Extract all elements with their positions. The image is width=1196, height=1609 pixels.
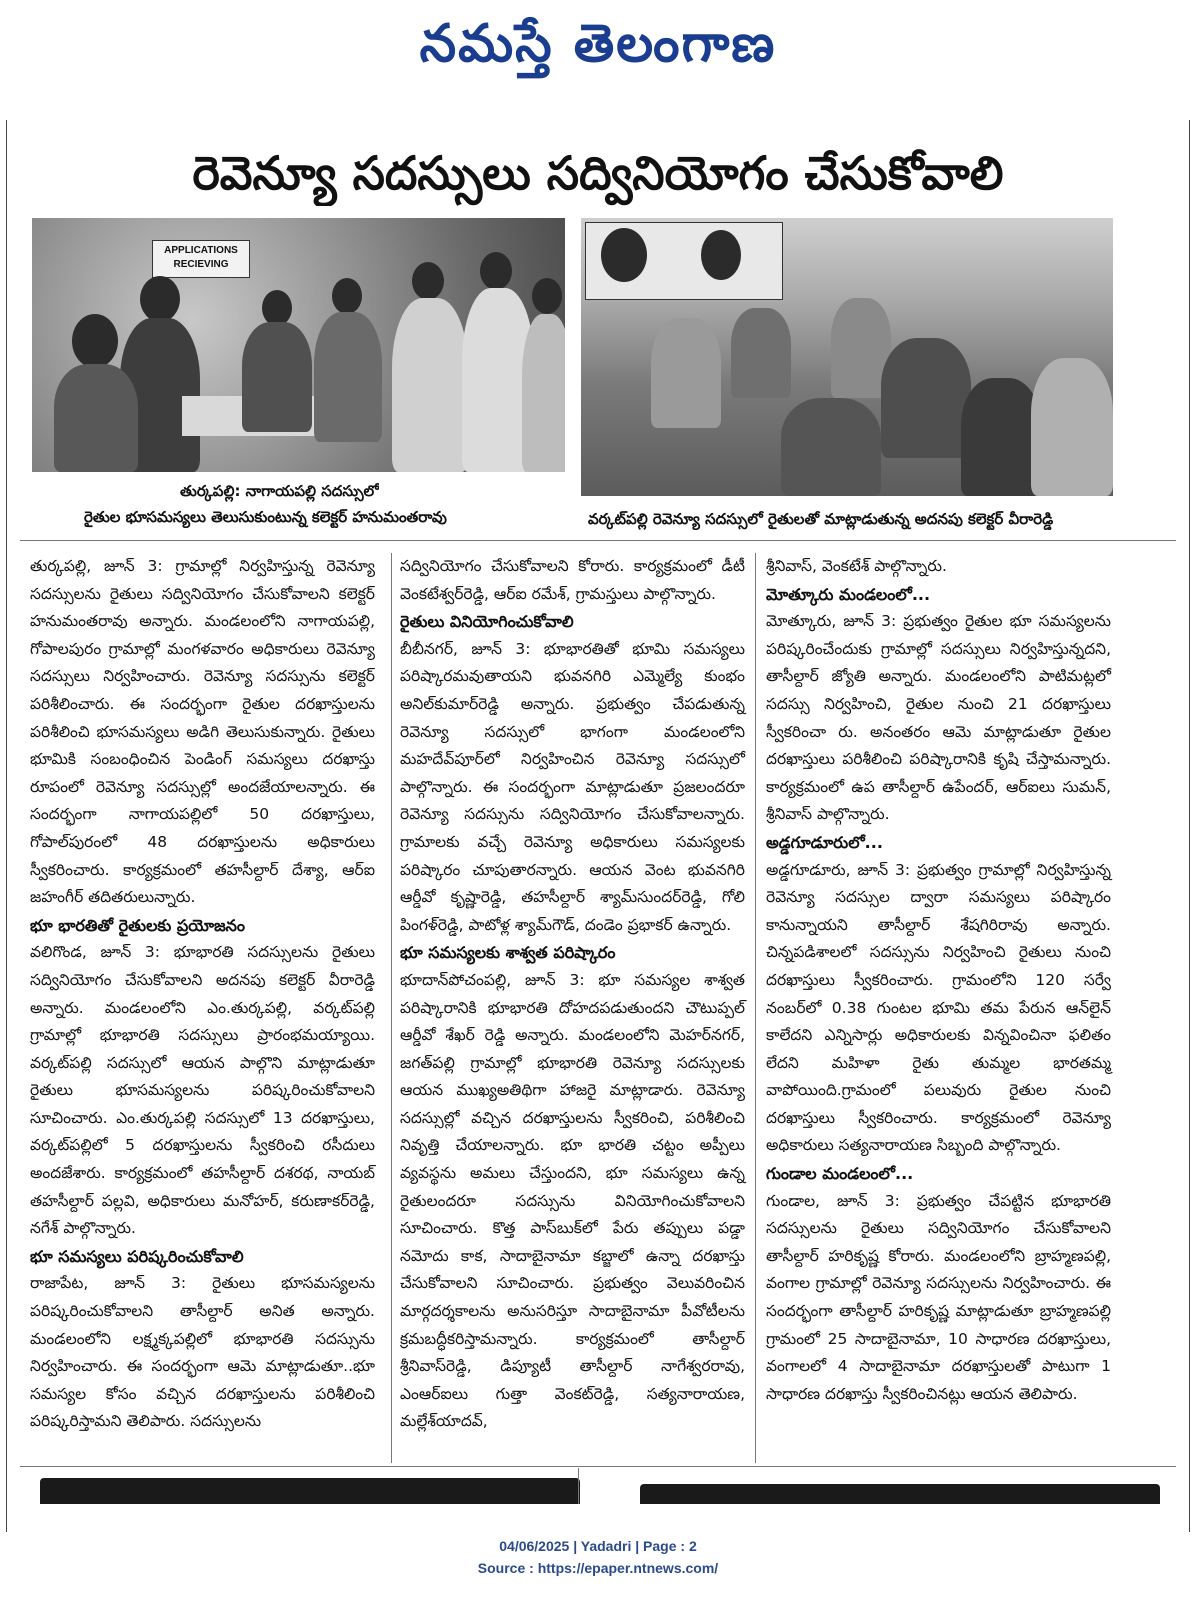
subheading: మోత్కూరు మండలంలో...: [766, 584, 931, 604]
paragraph: శ్రీనివాస్, వెంకటేశ్ పాల్గొన్నారు.: [766, 557, 947, 575]
person-figure: [54, 364, 138, 472]
masthead-title: నమస్తే తెలంగాణ: [419, 14, 777, 74]
paragraph: బీబీనగర్, జూన్ 3: భూభారతితో భూమి సమస్యలు పరిష్కారమవుతాయని భువనగిరి ఎమ్మెల్యే కుంభం అనిల్‌కుమార్‌రెడ్డి అన్నారు. ప్రభుత్వం చేపడుతున్న రెవెన్యూ సదస్సులో భాగంగా మండలంలోని మహదేవ్‌పూర్‌లో నిర్వహించిన రెవెన్యూ సదస్సులో పాల్గొన్నారు. ఈ సందర్భంగా మాట్లాడుతూ ప్రజలందరూ రెవెన్యూ సదస్సును సద్వినియోగం చేసుకోవాలన్నారు. గ్రామాలకు వచ్చే రెవెన్యూ అధికారులు సమస్యలకు పరిష్కారం చూపుతారన్నారు. ఆయన వెంట భువనగిరి ఆర్డీవో కృష్ణారెడ్డి, తహసీల్దార్ శ్యామ్‌సుందర్‌రెడ్డి, గోలి పింగళ్‌రెడ్డి, పాటోళ్ల శ్యామ్‌గౌడ్, దండెం ప్రభాకర్ ఉన్నారు.: [400, 639, 745, 934]
left-caption-line1: తుర్కపల్లి: నాగాయపల్లి సదస్సులో: [180, 482, 379, 500]
bottom-divider: [20, 1466, 1176, 1467]
headline: రెవెన్యూ సదస్సులు సద్వినియోగం చేసుకోవాలి: [192, 146, 1004, 200]
paragraph: తుర్కపల్లి, జూన్ 3: గ్రామాల్లో నిర్వహిస్తున్న రెవెన్యూ సదస్సులను రైతులు సద్వినియోగం చేసుకోవాలని కలెక్టర్ హనుమంతరావు అన్నారు. మండలంలోని నాగాయపల్లి, గోపాలపురం గ్రామాల్లో మంగళవారం అధికారులు రెవెన్యూ సదస్సులు నిర్వహించారు. రెవెన్యూ సదస్సును కలెక్టర్ పరిశీలించారు. ఈ సందర్భంగా రైతుల దరఖాస్తులను పరిశీలించి భూసమస్యలు అడిగి తెలుసుకున్నారు. రైతులు భూమికి సంబంధించిన పెండింగ్ సమస్యలు దరఖాస్తు రూపంలో రెవెన్యూ సదస్సుల్లో అందజేయాలన్నారు. ఈ సందర్భంగా నాగాయపల్లిలో 50 దరఖాస్తులు, గోపాల్‌పురంలో 48 దరఖాస్తులను అధికారులు స్వీకరించారు. కార్యక్రమంలో తహసీల్దార్ దేశ్యా, ఆర్ఐ జహంగీర్ తదితరులున్నారు.: [30, 557, 375, 907]
person-figure: [781, 398, 881, 496]
cutoff-next-headline: [30, 1470, 1170, 1504]
left-photo: [32, 218, 565, 472]
cutoff-glyphs: [40, 1478, 580, 1504]
person-figure: [242, 322, 312, 432]
column-divider: [391, 553, 392, 1463]
person-figure: [961, 378, 1041, 496]
paragraph: మోత్కూరు, జూన్ 3: ప్రభుత్వం రైతుల భూ సమస్యలను పరిష్కరించేందుకు గ్రామాల్లో సదస్సులు నిర్వహిస్తున్నదని, తాసీల్దార్ జ్యోతి అన్నారు. మండలంలోని పాటిమట్లలో సదస్సు నిర్వహించి, రైతుల నుంచి 21 దరఖాస్తులు స్వీకరించా రు. అనంతరం ఆమె మాట్లాడుతూ రైతుల దరఖాస్తులు పరిశీలించి పరిష్కారానికి కృషి చేస్తామన్నారు. కార్యక్రమంలో ఉప తాసీల్దార్ ఉపేందర్, ఆర్ఐలు సుమన్, శ్రీనివాస్ పాల్గొన్నారు.: [766, 612, 1111, 824]
subheading: గుండాల మండలంలో...: [766, 1164, 914, 1184]
subheading: భూ సమస్యలకు శాశ్వత పరిష్కారం: [400, 943, 616, 963]
paragraph: వలిగొండ, జూన్ 3: భూభారతి సదస్సులను రైతులు సద్వినియోగం చేసుకోవాలని అదనపు కలెక్టర్ వీరారెడ్డి అన్నారు. మండలంలోని ఎం.తుర్కపల్లి, వర్కట్‌పల్లి గ్రామాల్లో భూభారతి సదస్సులు ప్రారంభమయ్యాయి. వర్కట్‌పల్లి సదస్సులో ఆయన పాల్గొని మాట్లాడుతూ రైతులు భూసమస్యలను పరిష్కరించుకోవాలని సూచించారు. ఎం.తుర్కపల్లి సదస్సులో 13 దరఖాస్తులు, వర్కట్‌పల్లిలో 5 దరఖాస్తులను స్వీకరించి రసీదులు అందజేశారు. కార్యక్రమంలో తహసీల్దార్ దశరథ, నాయబ్ తహసీల్దార్ పల్లవి, అధికారులు మనోహర్, కరుణాకర్‌రెడ్డి, నగేశ్ పాల్గొన్నారు.: [30, 943, 375, 1238]
person-head: [701, 230, 741, 280]
subheading: రైతులు వినియోగించుకోవాలి: [400, 612, 574, 632]
person-figure: [651, 318, 721, 428]
strip-divider: [578, 1468, 579, 1504]
column-divider: [755, 553, 756, 1463]
person-head: [532, 278, 562, 314]
person-figure: [522, 314, 565, 472]
subheading: అడ్డగూడూరులో...: [766, 832, 883, 852]
person-head: [601, 228, 647, 282]
person-head: [72, 314, 118, 368]
person-figure: [731, 308, 791, 398]
paragraph: భూదాన్‌పోచంపల్లి, జూన్ 3: భూ సమస్యల శాశ్వత పరిష్కారానికి భూభారతి దోహదపడుతుందని చౌటుప్పల్ ఆర్డీవో శేఖర్ రెడ్డి అన్నారు. మండలంలోని మెహర్‌నగర్, జగత్‌పల్లి గ్రామాల్లో భూభారతి రెవెన్యూ సదస్సులకు ఆయన ముఖ్యఅతిథిగా హాజరై మాట్లాడారు. రెవెన్యూ సదస్సుల్లో వచ్చిన దరఖాస్తులను స్వీకరించి, పరిశీలించి నివృత్తి చేయాలన్నారు. భూ భారతి చట్టం అప్పీలు వ్యవస్థను అమలు చేస్తుందని, భూ సమస్యలు ఉన్న రైతులందరూ సదస్సును వినియోగించుకోవాలని సూచించారు. కొత్త పాస్‌బుక్‌లో పేరు తప్పులు పడ్డా నమోదు కాక, సాదాబైనామా కబ్జాలో ఉన్నా దరఖాస్తు చేసుకోవాలని సూచించారు. ప్రభుత్వం వెలువరించిన మార్గదర్శకాలను అనుసరిస్తూ సాదాబైనామా పీవోటీలను క్రమబద్ధీకరిస్తామన్నారు. కార్యక్రమంలో తాసీల్దార్ శ్రీనివాస్‌రెడ్డి, డిప్యూటీ తాసీల్దార్ నాగేశ్వరరావు, ఎంఆర్ఐలు గుత్తా వెంకట్‌రెడ్డి, సత్యనారాయణ, మల్లేశ్‌యాదవ్,: [400, 970, 745, 1431]
person-head: [262, 290, 292, 326]
applications-sign: APPLICATIONS RECIEVING: [152, 240, 250, 278]
footer-source[interactable]: Source : https://epaper.ntnews.com/: [477, 1560, 719, 1576]
person-head: [332, 278, 362, 314]
column-3: [766, 553, 1111, 1408]
person-head: [412, 262, 444, 300]
person-head: [480, 252, 512, 290]
person-head: [140, 276, 180, 322]
right-caption: వర్కట్‌పల్లి రెవెన్యూ సదస్సులో రైతులతో మాట్లాడుతున్న అదనపు కలెక్టర్ వీరారెడ్డి: [588, 510, 1054, 528]
right-photo: [581, 218, 1113, 496]
subheading: భూ సమస్యలు పరిష్కరించుకోవాలి: [30, 1246, 244, 1266]
column-1: [30, 553, 375, 1436]
paragraph: సద్వినియోగం చేసుకోవాలని కోరారు. కార్యక్రమంలో డీటీ వెంకటేశ్వర్‌రెడ్డి, ఆర్ఐ రమేశ్, గ్రామస్తులు పాల్గొన్నారు.: [400, 557, 745, 603]
footer-dateline: 04/06/2025 | Yadadri | Page : 2: [499, 1538, 697, 1554]
paragraph: గుండాల, జూన్ 3: ప్రభుత్వం చేపట్టిన భూభారతి సదస్సులను రైతులు సద్వినియోగం చేసుకోవాలని తాసీల్దార్ హరికృష్ణ కోరారు. మండలంలోని బ్రాహ్మణపల్లి, వంగాల గ్రామాల్లో రెవెన్యూ సదస్సులను నిర్వహించారు. ఈ సందర్భంగా తాసీల్దార్ హరికృష్ణ మాట్లాడుతూ బ్రాహ్మణపల్లి గ్రామంలో 25 సాదాబైనామా, 10 సాధారణ దరఖాస్తులు, వంగాలలో 4 సాదాబైనామా దరఖాస్తులతో పాటుగా 1 సాధారణ దరఖాస్తు స్వీకరించినట్లు ఆయన తెలిపారు.: [766, 1191, 1111, 1403]
person-figure: [881, 338, 971, 458]
person-figure: [314, 312, 382, 442]
masthead: [0, 8, 1196, 80]
paragraph: రాజాపేట, జూన్ 3: రైతులు భూసమస్యలను పరిష్కరించుకోవాలని తాసీల్దార్ అనిత అన్నారు. మండలంలోని లక్ష్మక్కపల్లిలో భూభారతి సదస్సును నిర్వహించారు. ఈ సందర్భంగా ఆమె మాట్లాడుతూ..భూ సమస్యల కోసం వచ్చిన దరఖాస్తులను పరిశీలించి పరిష్కరిస్తామని తెలిపారు. సదస్సులను: [30, 1274, 375, 1431]
paragraph: అడ్డగూడూరు, జూన్ 3: ప్రభుత్వం గ్రామాల్లో నిర్వహిస్తున్న రెవెన్యూ సదస్సుల ద్వారా సమస్యలు పరిష్కారం కానున్నాయని తాసీల్దార్ శేషగిరిరావు అన్నారు. చిన్నపడిశాలలో సదస్సును నిర్వహించి రైతులు నుంచి దరఖాస్తులు స్వీకరించారు. గ్రామంలోని 120 సర్వే నంబర్‌లో 0.38 గుంటల భూమి తమ పేరున ఆన్‌లైన్ కాలేదని ఎన్నిసార్లు అధికారులకు విన్నవించినా ఫలితం లేదని మహిళా రైతు తుమ్మల భారతమ్మ వాపోయింది.గ్రామంలో పలువురు రైతుల నుంచి దరఖాస్తులు స్వీకరించారు. కార్యక్రమంలో రెవెన్యూ అధికారులు సత్యనారాయణ సిబ్బంది పాల్గొన్నారు.: [766, 860, 1111, 1155]
section-divider: [20, 540, 1176, 541]
cutoff-glyphs: [640, 1484, 1160, 1504]
person-figure: [392, 298, 468, 472]
column-2: [400, 553, 745, 1436]
subheading: భూ భారతితో రైతులకు ప్రయోజనం: [30, 915, 245, 935]
left-caption-line2: రైతుల భూసమస్యలు తెలుసుకుంటున్న కలెక్టర్ హనుమంతరావు: [84, 508, 447, 526]
person-figure: [1031, 358, 1113, 496]
